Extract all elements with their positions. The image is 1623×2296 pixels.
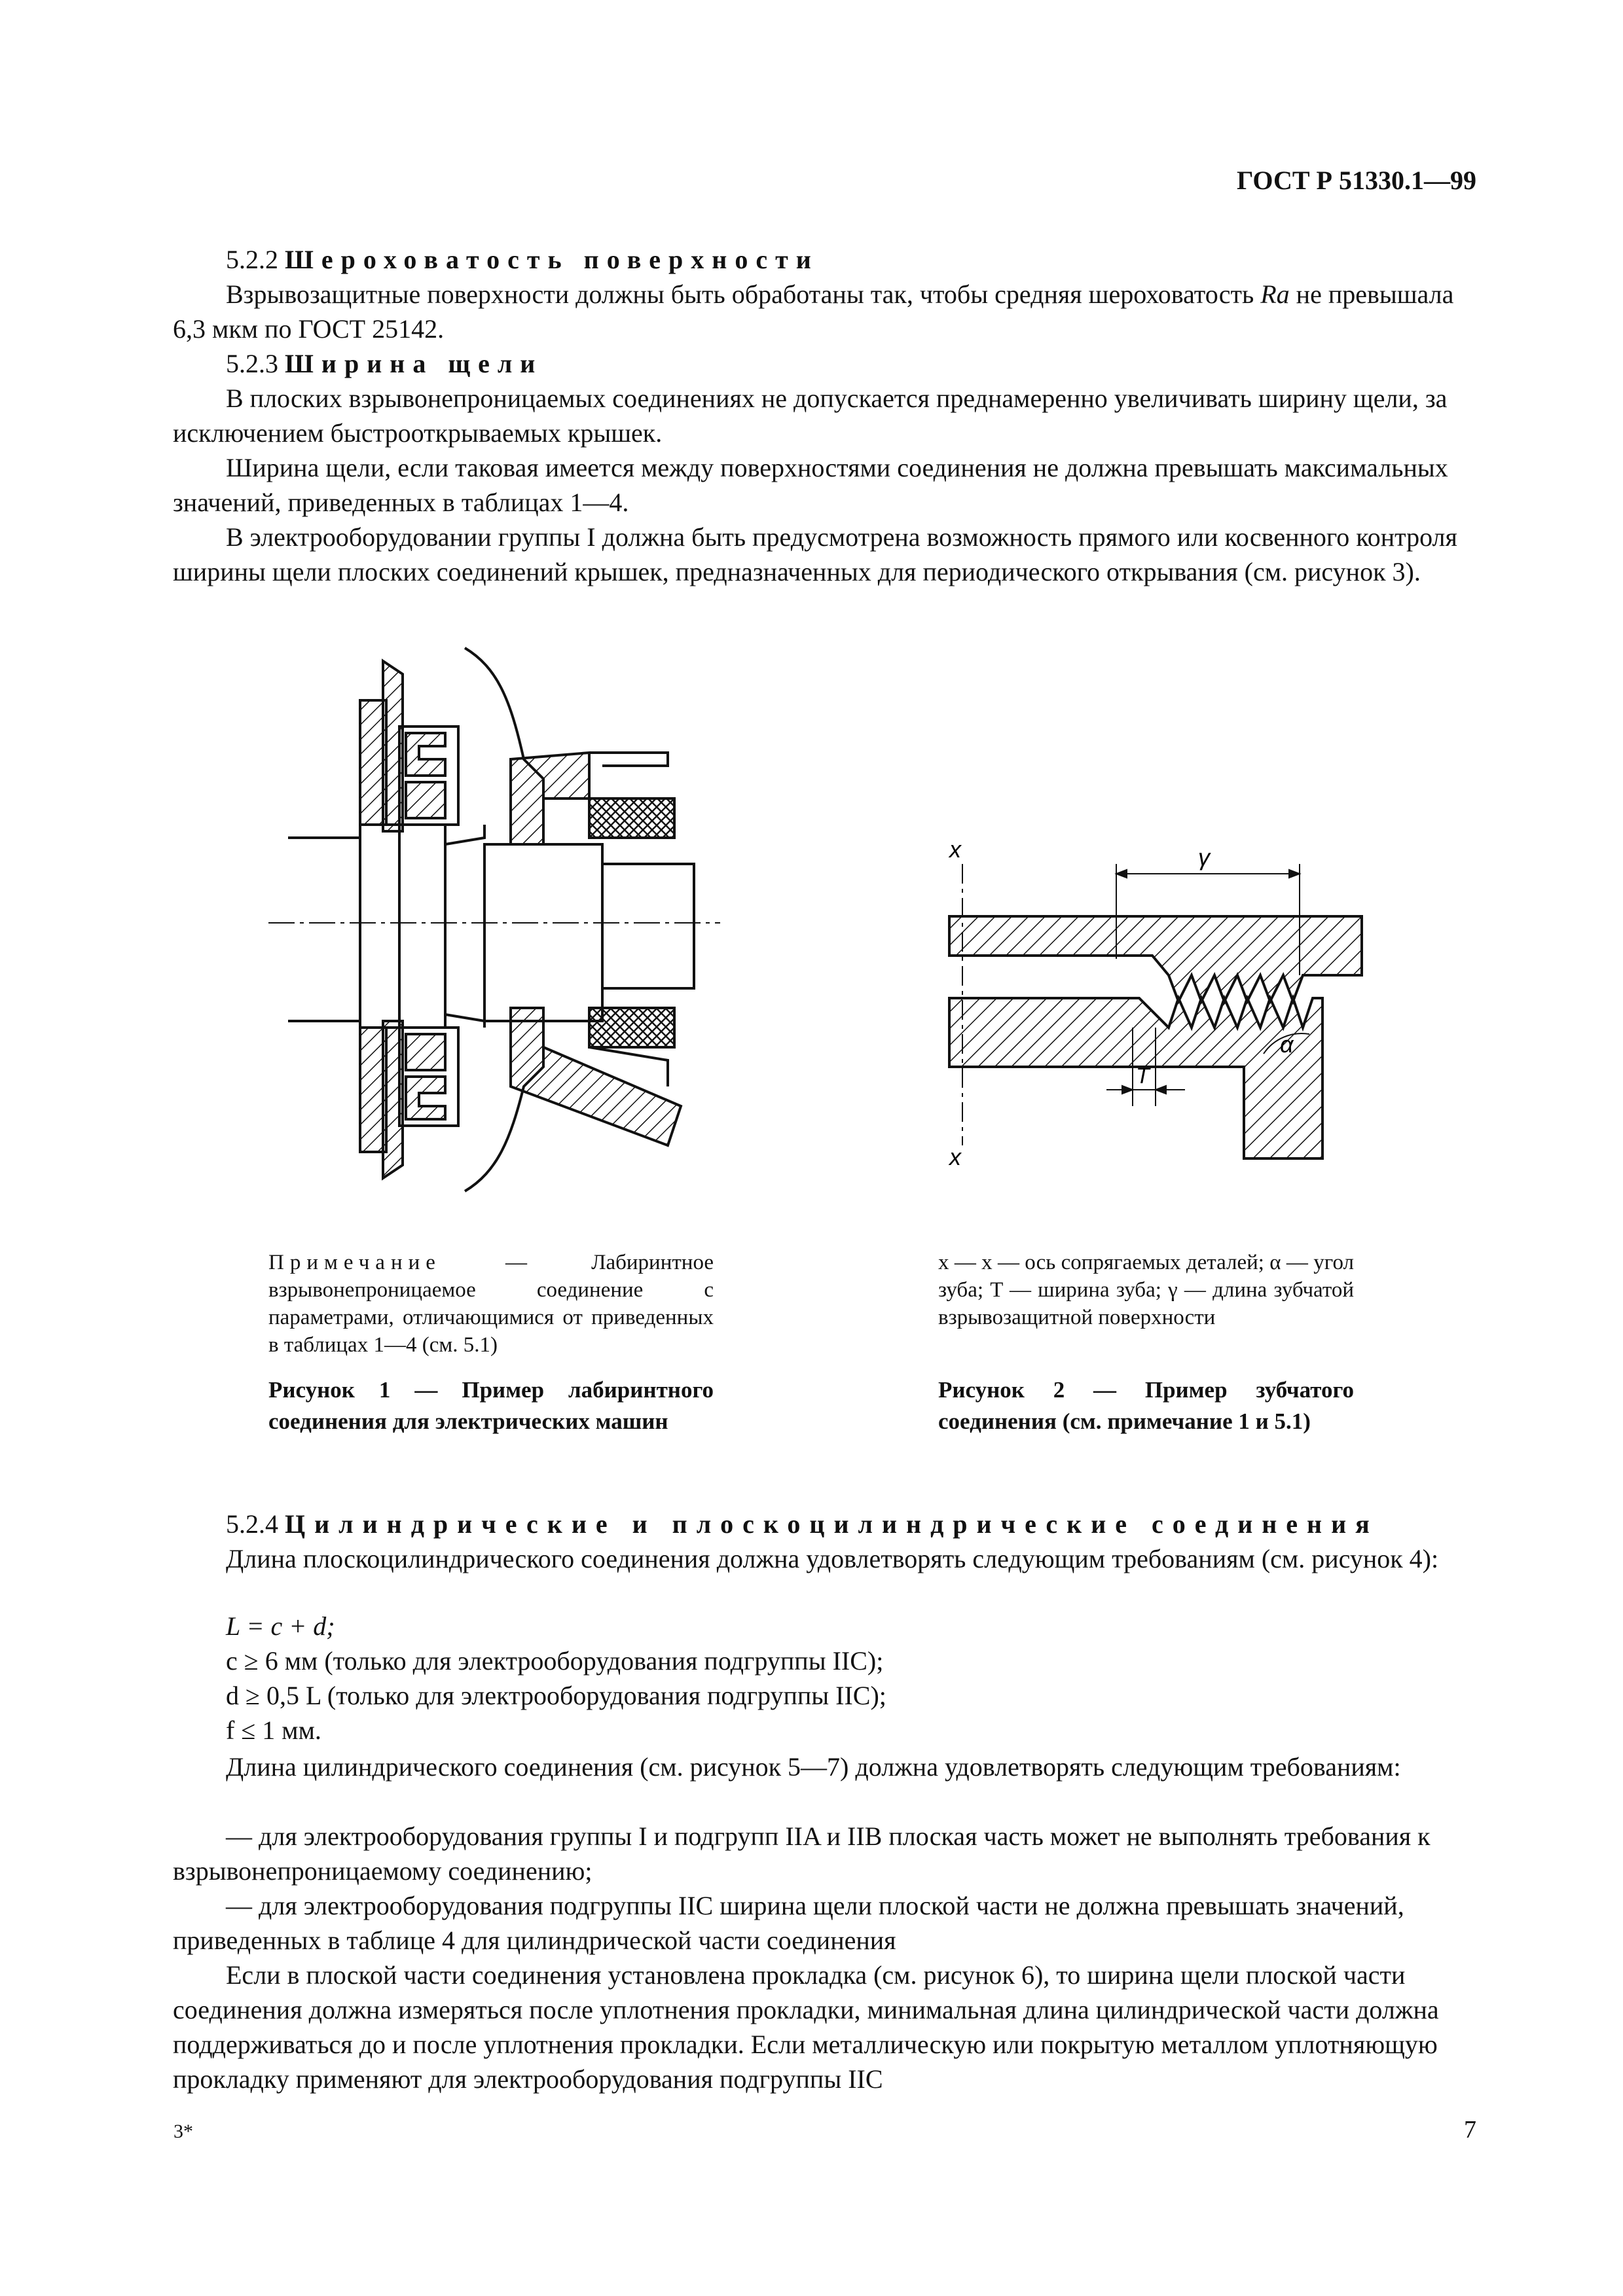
section-title: Ширина щели <box>285 349 543 378</box>
section-number: 5.2.2 <box>226 245 278 274</box>
note-text: — Лабиринтное взрывонепроницаемое соединение с параметрами, отличающимися от приведенных в таблицах 1—4 (см. 5.1) <box>268 1251 714 1357</box>
figure-1-note <box>268 1249 714 1359</box>
paragraph: В плоских взрывонепроницаемых соединениях не допускается преднамеренно увеличивать ширину щели, за исключением быстрооткрываемых крышек. <box>173 384 1448 448</box>
text-part: Взрывозащитные поверхности должны быть обработаны так, чтобы средняя шероховатость <box>226 279 1261 309</box>
section-5-2-2-text <box>173 277 1477 346</box>
axis-x-top-label: x <box>949 844 961 863</box>
figure-2-legend: x — x — ось сопрягаемых деталей; α — угол зуба; T — ширина зуба; γ — длина зубчатой взрывозащитной поверхности <box>938 1251 1354 1329</box>
section-5-2-2-heading <box>173 242 1477 277</box>
labyrinth-joint-drawing <box>249 628 746 1217</box>
paragraph: — для электрооборудования группы I и подгрупп IIA и IIB плоская часть может не выполнять требования к взрывонепроницаемому соединению; <box>173 1821 1431 1886</box>
paragraph: Длина цилиндрического соединения (см. рисунок 5—7) должна удовлетворять следующим требованиям: <box>226 1752 1401 1782</box>
formula-d: d ≥ 0,5 L (только для электрооборудования подгруппы IIC); <box>226 1681 886 1710</box>
paragraph: Длина плоскоцилиндрического соединения должна удовлетворять следующим требованиям (см. рисунок 4): <box>226 1544 1439 1573</box>
section-title: Шероховатость поверхности <box>285 245 819 274</box>
text-part: не превышала 6,3 мкм по ГОСТ 25142. <box>173 279 1454 344</box>
formula-c: c ≥ 6 мм (только для электрооборудования подгруппы IIC); <box>226 1646 884 1676</box>
section-5-2-3-heading <box>173 346 1477 381</box>
footer-signature-mark: 3* <box>173 2121 193 2142</box>
document-header: ГОСТ Р 51330.1—99 <box>1236 166 1476 195</box>
ra-symbol: Ra <box>1260 279 1290 309</box>
figure-1-caption: Рисунок 1 — Пример лабиринтного соединения для электрических машин <box>268 1377 714 1434</box>
page-number: 7 <box>1464 2116 1476 2144</box>
toothed-joint-drawing <box>917 844 1375 1165</box>
figure-2-caption: Рисунок 2 — Пример зубчатого соединения (см. примечание 1 и 5.1) <box>938 1377 1354 1434</box>
section-5-2-4-heading <box>173 1507 1477 1541</box>
alpha-label: α <box>1280 1031 1294 1058</box>
section-number: 5.2.4 <box>226 1509 278 1539</box>
paragraph: Если в плоской части соединения установлена прокладка (см. рисунок 6), то ширина щели плоской части соединения должна измеряться после уплотнения прокладки, минимальная длина цилиндрической части должна поддерживаться до и после уплотнения прокладки. Если металлическую или покрытую металлом уплотняющую прокладку применяют для электрооборудования подгруппы IIC <box>173 1960 1439 2094</box>
t-label: T <box>1136 1064 1150 1088</box>
paragraph: — для электрооборудования подгруппы IIC ширина щели плоской части не должна превышать значений, приведенных в таблице 4 для цилиндрической части соединения <box>173 1891 1404 1955</box>
section-title: Цилиндрические и плоскоцилиндрические соединения <box>285 1509 1379 1539</box>
formula-length: L = c + d; <box>226 1611 335 1641</box>
paragraph: Ширина щели, если таковая имеется между поверхностями соединения не должна превышать максимальных значений, приведенных в таблицах 1—4. <box>173 453 1448 517</box>
paragraph: В электрооборудовании группы I должна быть предусмотрена возможность прямого или косвенного контроля ширины щели плоских соединений крышек, предназначенных для периодического открывания (см. рисунок 3). <box>173 522 1457 586</box>
gamma-label: γ <box>1198 844 1210 870</box>
formula-f: f ≤ 1 мм. <box>226 1715 321 1745</box>
section-number: 5.2.3 <box>226 349 278 378</box>
axis-x-bottom-label: x <box>949 1143 961 1165</box>
note-label: Примечание <box>268 1251 441 1274</box>
